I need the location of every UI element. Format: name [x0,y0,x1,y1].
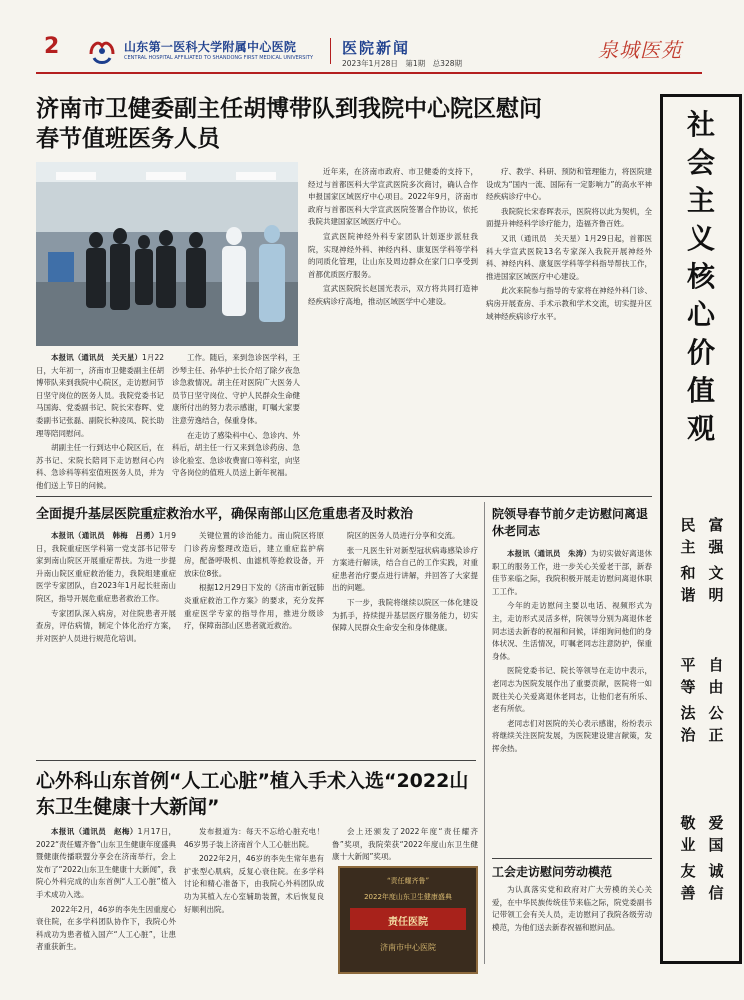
grassroots-col-2 [184,530,324,752]
lead-col-2-p1: 工作。随后，来到急诊医学科，王沙琴主任、孙华护士长介绍了除夕夜急诊急救情况。胡主任对医院广大医务人员节日坚守岗位、守护人民群众生命健康所付出的努力表示感谢，叮嘱大家要注意劳逸结合，保重身体。 [172,353,300,425]
lead-col-2 [172,352,300,490]
lead-col-3-p1: 近年来，在济南市政府、市卫健委的支持下，经过与首都医科大学宣武医院多次商讨，确认合作申报国家区域医疗中心项目。2022年9月，济南市政府与首都医科大学宣武医院签署合作协议，依托我院共建国家区域医疗中心。 [308,167,478,227]
award-plaque-photo [338,866,478,974]
value-9: 爱国 [708,814,724,854]
grassroots-byline: 本报讯（通讯员 韩梅 吕勇） [51,531,159,540]
heart-col-2 [184,826,324,974]
value-2: 民主 [680,516,696,556]
column-divider [484,502,485,964]
retired-p3: 医院党委书记、院长等领导在走访中表示，老同志为医院发展作出了重要贡献，医院将一如既往关心关爱离退休老同志，让他们老有所乐、老有所依。 [492,666,652,714]
labor-headline: 工会走访慰问劳动模范 [492,865,613,879]
lead-col-2-p2: 在走访了感染科中心、急诊内、外科后，胡主任一行又来到急诊药房、急诊化验室、急诊收费窗口等科室，向坚守各岗位的值班人员送上新年祝福。 [172,430,300,478]
value-4: 和谐 [680,564,696,604]
heart-col-1: 本报讯（通讯员 赵梅）1月17日，2022“责任耀齐鲁”山东卫生健康年度盛典暨健康传播联盟分享会在济南举行，会上发布了“2022山东卫生健康十大新闻”，我院心外科完成的山东首例“人工心脏”植入手术成功入选。 2022年2月，46岁的李先生因重度心衰住院，在多学科团队协作下，我院心外科成功为患者植入国产“人工心脏”，让患者重获新生。 [36,826,176,974]
labor-p1: 为认真落实党和政府对广大劳模的关心关爱，在中华民族传统佳节来临之际，院党委副书记带领工会有关人员，走访慰问了我院各级劳动模范，为他们送去新春祝福和慰问品。 [492,885,652,932]
value-11: 诚信 [708,862,724,902]
lead-photo [36,162,298,346]
heart-byline: 本报讯（通讯员 赵梅） [51,827,138,836]
grassroots-col-3 [332,530,478,752]
value-1: 富强 [708,516,724,556]
grassroots-col-3-p3: 下一步，我院将继续以院区一体化建设为抓手，持续提升基层医疗服务能力，切实保障人民群众生命安全和身体健康。 [332,597,478,633]
lead-col-3-p2: 宣武医院神经外科专家团队计划逐步派驻我院，实现神经外科、神经内科、康复医学科等学科的同质化管理，让山东及周边群众在家门口享受到首都优质医疗服务。 [308,231,478,279]
value-8: 法治 [680,704,696,744]
grassroots-col-3-p1: 院区的医务人员进行分享和交流。 [347,531,460,540]
heart-col-3-p1: 会上还颁发了2022年度“责任耀齐鲁”奖项，我院荣获“2022年度山东卫生健康十大新闻”奖项。 [332,827,478,862]
lead-col-1-p2: 胡副主任一行到达中心院区后，在苏书记、宋院长陪同下走访慰问心内科、急诊科等科室值班医务人员，并为他们送上节日的问候。 [36,443,164,490]
lead-col-4-p1: 疗、教学、科研、预防和管理能力，将医院建设成为“国内一流、国际有一定影响力”的高水平神经疾病诊疗中心。 [486,167,652,202]
retired-p2: 今年的走访慰问主要以电话、视频形式为主，走访形式灵活多样，院领导分别为离退休老同志送去新春的祝福和问候，详细询问他们的身体状况、生活情况，叮嘱老同志注意防护，保重身体。 [492,601,652,661]
lead-col-3-p3: 宣武医院院长赵国光表示，双方将共同打造神经疾病诊疗高地，推动区域医学中心建设。 [308,284,478,306]
masthead [0,0,744,72]
value-3: 文明 [708,564,724,604]
core-values-title: 社会主义核心价值观 [686,108,715,445]
grassroots-col-1: 本报讯（通讯员 韩梅 吕勇）1月9日，我院重症医学科第一党支部书记带专家到南山院区开展重症帮扶。为进一步提升南山院区重症救治能力，我院组建重症医学专家团队，自2023年1月起长驻南山院区，指导开展危重症患者救治工作。 专家团队深入病房，对住院患者开展查房，评估病情，制定个体化治疗方案，并对医护人员进行规范化培训。 [36,530,176,752]
heart-col-2-p2: 2022年2月，46岁的李先生常年患有扩张型心肌病，反复心衰住院。在多学科讨论和精心准备下，由我院心外科团队成功为其植入左心室辅助装置，术后恢复良好顺利出院。 [184,854,324,914]
grassroots-col-3-p2: 张一凡医生针对新型冠状病毒感染诊疗方案进行解读，结合自己的工作实践，对重症患者治疗要点进行讲解，并回答了大家提出的问题。 [332,545,478,593]
section-divider-2 [36,760,476,761]
award-bottom: 济南市中心医院 [380,943,436,952]
grassroots-headline: 全面提升基层医院重症救治水平，确保南部山区危重患者及时救治 [36,507,414,522]
heart-col-2-p1: 发布报道为：每天不忘给心脏充电！46岁男子装上济南首个人工心脏出院。 [184,827,324,849]
hospital-name-en: CENTRAL HOSPITAL AFFILIATED TO SHANDONG FIRST MEDICAL UNIVERSITY [124,55,313,61]
retired-body: 本报讯（通讯员 朱涛）为切实做好离退休职工的服务工作，进一步关心关爱老干部，新春佳节来临之际，我院积极开展走访慰问离退休职工工作。 今年的走访慰问主要以电话、视频形式为主，走访形式灵活多样，院领导分别为离退休老同志送去新春的祝福和问候，详细询问他们的身体状况、生活情况，叮嘱老同志注意防护，保重身体。 医院党委书记、院长等领导在走访中表示，老同志为医院发展作出了重要贡献，医院将一如既往关心关爱离退休老同志，让他们老有所乐、老有所依。 老同志们对医院的关心表示感谢，纷纷表示将继续关注医院发展，为医院建设建言献策，发挥余热。 [492,548,652,852]
retired-byline: 本报讯（通讯员 朱涛） [507,549,592,558]
lead-col-4 [486,166,652,490]
value-6: 平等 [680,656,696,696]
award-mid: 2022年度山东卫生健康盛典 [364,893,452,901]
award-name: 责任医院 [388,917,428,928]
lead-col-1: 本报讯（通讯员 关天星）1月22日，大年初一，济南市卫健委副主任胡博带队来到我院中心院区，走访慰问节日坚守岗位的医务人员。我院党委书记马国海、党委副书记、院长宋春晖、党委副书记张磊、副院长种凌凤、院长助理等陪同慰问。 胡副主任一行到达中心院区后，在苏书记、宋院长陪同下走访慰问心内科、急诊科等科室值班医务人员，并为他们送上节日的问候。 [36,352,164,490]
heart-headline: 心外科山东首例“人工心脏”植入手术入选“2022山东卫生健康十大新闻” [36,770,469,818]
value-12: 友善 [680,862,696,902]
section-divider-1 [36,496,652,497]
hospital-logo-icon [85,34,119,68]
page-number: 2 [44,34,60,59]
grassroots-col-2-p2: 根据12月29日下发的《济南市新冠肺炎重症救治工作方案》的要求，充分发挥重症医学专家的指导作用，推进分级诊疗，保障南部山区患者就近救治。 [184,583,324,631]
issue-info: 2023年1月28日 第1期 总328期 [342,59,462,68]
masthead-rule [36,72,702,74]
value-7: 公正 [708,704,724,744]
heart-col-1-p2: 2022年2月，46岁的李先生因重度心衰住院，在多学科团队协作下，我院心外科成功为患者植入国产“人工心脏”，让患者重获新生。 [36,904,176,952]
retired-headline: 院领导春节前夕走访慰问离退休老同志 [492,507,649,538]
brand-calligraphy: 泉城医苑 [598,38,682,62]
labor-body [492,884,652,974]
masthead-divider [330,38,331,64]
heart-col-3 [332,826,478,864]
award-top: “责任耀齐鲁” [386,877,430,885]
hospital-name-cn: 山东第一医科大学附属中心医院 [124,40,297,54]
value-10: 敬业 [680,814,696,854]
value-5: 自由 [708,656,724,696]
section-divider-3 [492,858,652,859]
lead-col-4-p2: 我院院长宋春晖表示，医院将以此为契机，全面提升神经科学诊疗能力，造福齐鲁百姓。 [486,206,652,229]
lead-col-4-p3: 又讯（通讯员 关天星）1月29日起，首都医科大学宣武医院13名专家深入我院开展神经外科、神经内科、康复医学科等学科指导帮扶工作，推进国家区域医疗中心建设。 [486,233,652,281]
grassroots-col-2-p1: 关键位置的诊治能力。南山院区将原门诊药房整理改造后，建立重症监护病房，配备呼吸机、血滤机等抢救设备，开放床位8张。 [184,531,324,578]
lead-col-3 [308,166,478,490]
paper-name: 医院新闻 [342,39,411,57]
lead-byline: 本报讯（通讯员 关天星） [51,353,143,362]
grassroots-col-1-p2: 专家团队深入病房，对住院患者开展查房，评估病情，制定个体化治疗方案，并对医护人员进行规范化培训。 [36,608,176,643]
lead-col-4-p4: 此次来院参与指导的专家将在神经外科门诊、病房开展查房、手术示教和学术交流，切实提升区域神经疾病诊疗水平。 [486,286,652,321]
retired-p4: 老同志们对医院的关心表示感谢，纷纷表示将继续关注医院发展，为医院建设建言献策，发挥余热。 [492,718,652,753]
lead-headline: 济南市卫健委副主任胡博带队到我院中心院区慰问春节值班医务人员 [36,96,542,152]
